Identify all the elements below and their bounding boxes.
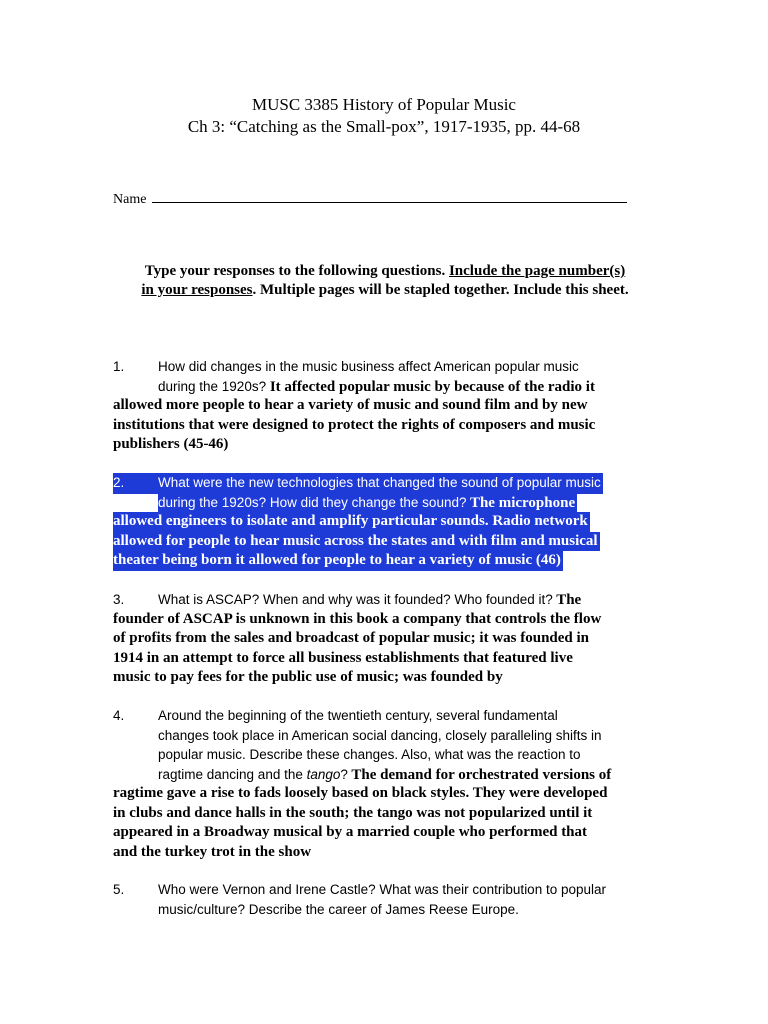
question-text: What were the new technologies that changed the sound of popular music [158, 475, 601, 490]
question-line [113, 668, 601, 688]
answer-text: theater being born it allowed for people to hear a variety of music (46) [113, 552, 561, 568]
line-text [113, 669, 503, 685]
answer-text: allowed engineers to isolate and amplify particular sounds. Radio network [113, 513, 588, 529]
line-text [113, 397, 587, 413]
question-line [113, 396, 595, 416]
question-line [113, 649, 601, 669]
question-5 [113, 880, 606, 919]
instructions-underlined-b: in your responses [141, 282, 253, 298]
question-line [113, 900, 606, 920]
line-text [113, 592, 581, 608]
line-text [113, 512, 590, 532]
line-text [158, 493, 577, 514]
question-line [113, 512, 603, 532]
question-text: popular music. Describe these changes. Also, what was the reaction to [158, 747, 581, 762]
question-1 [113, 357, 595, 455]
question-line [113, 843, 611, 863]
name-blank-line[interactable] [152, 189, 627, 203]
question-text: Who were Vernon and Irene Castle? What was their contribution to popular [158, 882, 606, 897]
line-text [113, 844, 311, 860]
question-line [113, 726, 611, 746]
answer-text: allowed more people to hear a variety of music and sound film and by new [113, 397, 588, 413]
line-text [113, 805, 592, 821]
question-line [113, 804, 611, 824]
answer-text: ragtime gave a rise to fads loosely based on black styles. They were developed [113, 785, 608, 801]
line-text [158, 902, 519, 918]
line-text [113, 551, 563, 571]
question-line [113, 473, 603, 493]
answer-text: The microphone [466, 494, 576, 511]
line-text [158, 747, 580, 763]
line-text [113, 436, 228, 452]
question-text-italic: tango [306, 766, 341, 782]
question-number: 4. [113, 708, 125, 723]
answer-text: founder of ASCAP is unknown in this book a company that controls the flow [113, 610, 602, 627]
line-text [158, 767, 611, 783]
question-text: during the 1920s? [158, 378, 267, 394]
line-text [113, 650, 573, 666]
answer-text: publishers (45-46) [113, 436, 229, 452]
question-2 [113, 473, 603, 571]
question-number: 1. [113, 359, 125, 374]
question-text: How did changes in the music business affect American popular music [158, 359, 579, 374]
answer-text: The [552, 592, 582, 608]
instructions-part1: Type your responses to the following questions. [144, 263, 449, 279]
line-text [113, 473, 603, 494]
question-text: during the 1920s? How did they change the sound? [158, 494, 467, 510]
question-line [113, 357, 595, 377]
line-text [113, 785, 607, 801]
question-line [113, 377, 595, 397]
question-number: 3. [113, 592, 125, 607]
answer-text: and the turkey trot in the show [113, 843, 312, 860]
question-line [113, 629, 601, 649]
line-text [158, 728, 602, 744]
question-text: music/culture? Describe the career of James Reese Europe. [158, 901, 519, 917]
line-text [113, 882, 606, 898]
answer-text: in clubs and dance halls in the south; the tango was not popularized until it [113, 804, 593, 821]
question-line [113, 590, 601, 610]
question-text: ? [340, 766, 348, 782]
line-text [113, 630, 589, 646]
instructions [100, 262, 670, 300]
answer-text: It affected popular music by because of the radio it [266, 378, 595, 395]
question-line [113, 880, 606, 900]
line-text [113, 532, 600, 552]
line-text [113, 359, 579, 375]
question-line [113, 493, 603, 513]
line-text [113, 708, 558, 724]
question-text: What is ASCAP? When and why was it founded? Who founded it? [158, 592, 553, 607]
question-4 [113, 706, 611, 862]
question-line [113, 551, 603, 571]
question-line [113, 532, 603, 552]
answer-text: allowed for people to hear music across the states and with film and musical [113, 532, 598, 549]
instructions-underlined-a: Include the page number(s) [448, 263, 626, 279]
question-text: Around the beginning of the twentieth century, several fundamental [158, 708, 558, 723]
line-text [113, 824, 587, 840]
question-line [113, 823, 611, 843]
question-line [113, 416, 595, 436]
name-label: Name [113, 192, 147, 207]
line-text [158, 379, 595, 395]
question-number: 2. [113, 475, 125, 490]
answer-text: music to pay fees for the public use of music; was founded by [113, 669, 503, 685]
instructions-part4: . Multiple pages will be stapled together. Include this sheet. [252, 282, 629, 298]
question-line [113, 610, 601, 630]
answer-text: institutions that were designed to protect the rights of composers and music [113, 416, 596, 433]
question-number: 5. [113, 882, 125, 897]
name-field [113, 189, 627, 209]
answer-text: The demand for orchestrated versions of [347, 766, 612, 783]
answer-text: of profits from the sales and broadcast of popular music; it was founded in [113, 630, 590, 646]
question-line [113, 435, 595, 455]
answer-text: appeared in a Broadway musical by a married couple who performed that [113, 824, 588, 840]
question-line [113, 706, 611, 726]
course-title: MUSC 3385 History of Popular Music [252, 95, 516, 114]
question-line [113, 784, 611, 804]
answer-text: 1914 in an attempt to force all business establishments that featured live [113, 649, 573, 666]
chapter-title: Ch 3: “Catching as the Small-pox”, 1917-1935, pp. 44-68 [187, 117, 581, 136]
question-line [113, 745, 611, 765]
line-text [113, 417, 595, 433]
question-3 [113, 590, 601, 688]
line-text [113, 611, 601, 627]
question-line [113, 765, 611, 785]
question-text: changes took place in American social dancing, closely paralleling shifts in [158, 727, 602, 743]
question-text: ragtime dancing and the [158, 766, 307, 782]
